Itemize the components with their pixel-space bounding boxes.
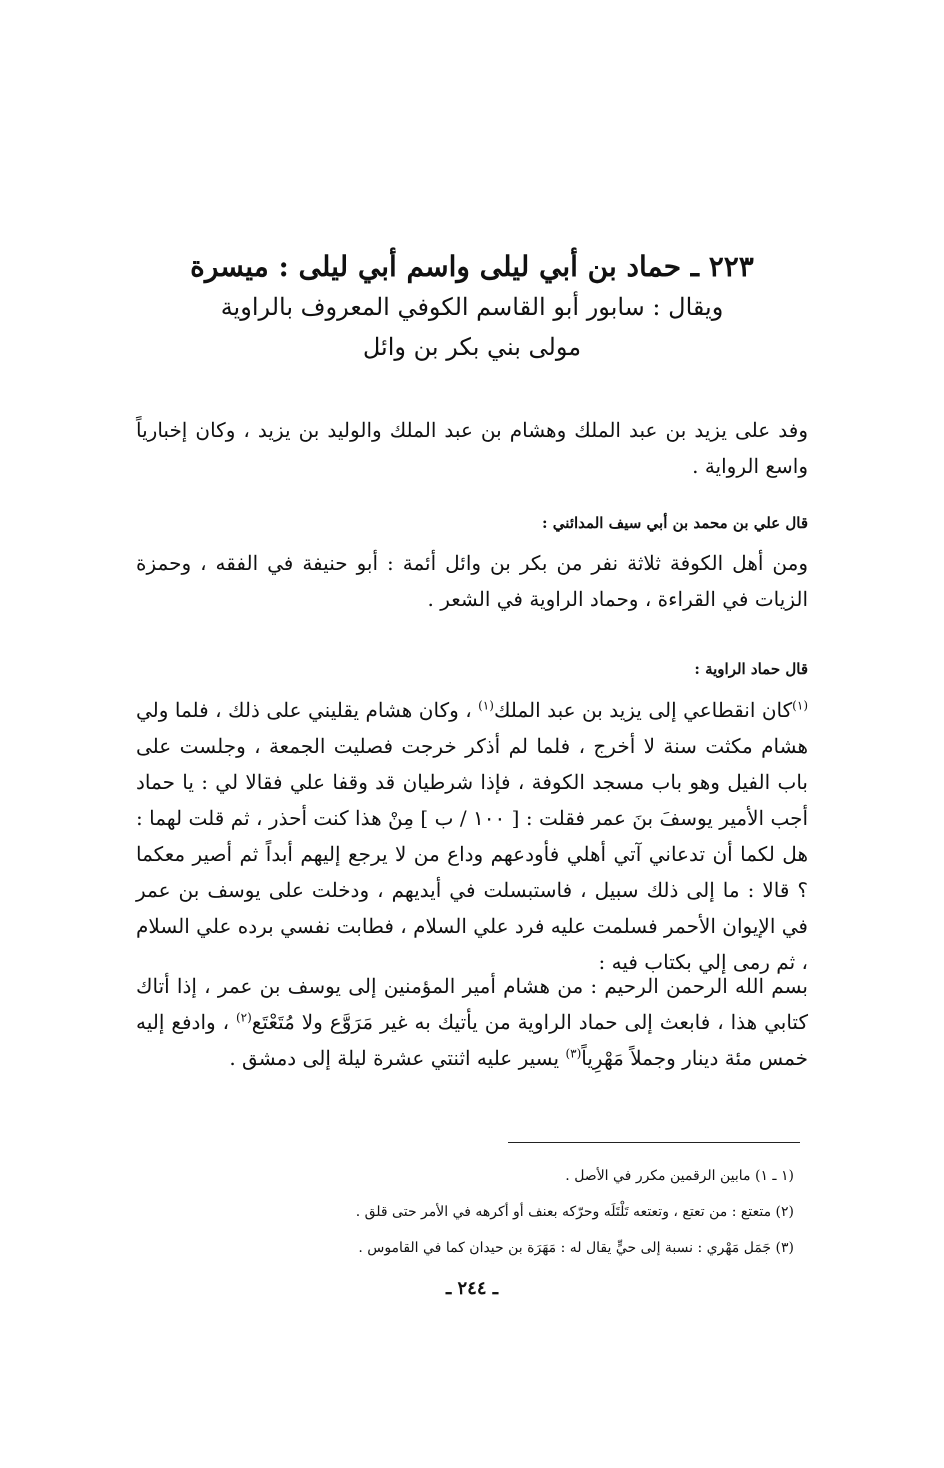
narrator-label-2: قال حماد الراوية : [694,660,808,678]
paragraph-4-text-c: يسير عليه اثنتي عشرة ليلة إلى دمشق . [229,1046,566,1070]
paragraph-3 [136,692,808,980]
entry-title: ٢٢٣ ـ حماد بن أبي ليلى واسم أبي ليلى : ميسرة [190,250,754,283]
paragraph-4-text-a: بسم الله الرحمن الرحيم : من هشام أمير المؤمنين إلى يوسف بن عمر ، إذا أتاك كتابي هذا ، فابعث إلى حماد الراوية من يأتيك به غير مَرَوَّع ولا مُتَعْتَع [136,974,808,1034]
paragraph-4-text-b: ، وادفع إليه خمس مئة دينار وجملاً مَهْرِياً [136,1010,808,1070]
paragraph-2: ومن أهل الكوفة ثلاثة نفر من بكر بن وائل أئمة : أبو حنيفة في الفقه ، وحمزة الزيات في القراءة ، وحماد الراوية في الشعر . [136,551,808,611]
footnote-1: (١ ـ ١) مابين الرقمين مكرر في الأصل . [565,1168,794,1184]
page-number: ـ ٢٤٤ ـ [445,1278,499,1299]
footnote-marker-2: (٢) [235,1010,252,1025]
footnote-marker-3: (٣) [565,1046,582,1061]
footnote-3: (٣) جَمَل مَهْري : نسبة إلى حيٍّ يقال له : مَهَرَة بن حيدان كما في القاموس . [358,1240,794,1256]
narrator-label-1: قال علي بن محمد بن أبي سيف المدائني : [542,514,808,532]
paragraph-3-text-b: ، وكان هشام يقليني على ذلك ، فلما ولي هشام مكثت سنة لا أخرج ، فلما لم أذكر خرجت فصليت الجمعة ، وجلست على باب الفيل وهو باب مسجد الكوفة ، فإذا شرطيان قد وقفا علي فقالا لي : يا حماد أجب الأمير يوسفَ بنَ عمر فقلت : [ ١٠٠ / ب ] مِنْ هذا كنت أحذر ، ثم قلت لهما : هل لكما أن تدعاني آتي أهلي فأودعهم وداع من لا يرجع إليهم أبداً ثم أصير معكما ؟ قالا : ما إلى ذلك سبيل ، فاستبسلت في أيديهم ، ودخلت على يوسف بن عمر في الإيوان الأحمر فسلمت عليه فرد علي السلام ، فطابت نفسي برده علي السلام ، ثم رمى إلي بكتاب فيه : [136,698,809,974]
paragraph-3-text-a: كان انقطاعي إلى يزيد بن عبد الملك [493,698,793,722]
entry-subtitle-line2: مولى بني بكر بن وائل [362,333,582,361]
entry-subtitle-line1: ويقال : سابور أبو القاسم الكوفي المعروف بالراوية [220,293,724,321]
footnote-marker-1-open: (١) [792,698,808,713]
footnote-marker-1-close: (١) [478,698,494,713]
paragraph-1: وفد على يزيد بن عبد الملك وهشام بن عبد الملك والوليد بن يزيد ، وكان إخبارياً واسع الرواية . [136,418,808,478]
footnote-separator [508,1142,800,1143]
paragraph-4 [136,968,808,1076]
footnote-2: (٢) متعتع : من تعتع ، وتعتعه تَلْتَلَه وحرّكه بعنف أو أكرهه في الأمر حتى قلق . [355,1204,794,1220]
footnotes [194,1158,794,1266]
